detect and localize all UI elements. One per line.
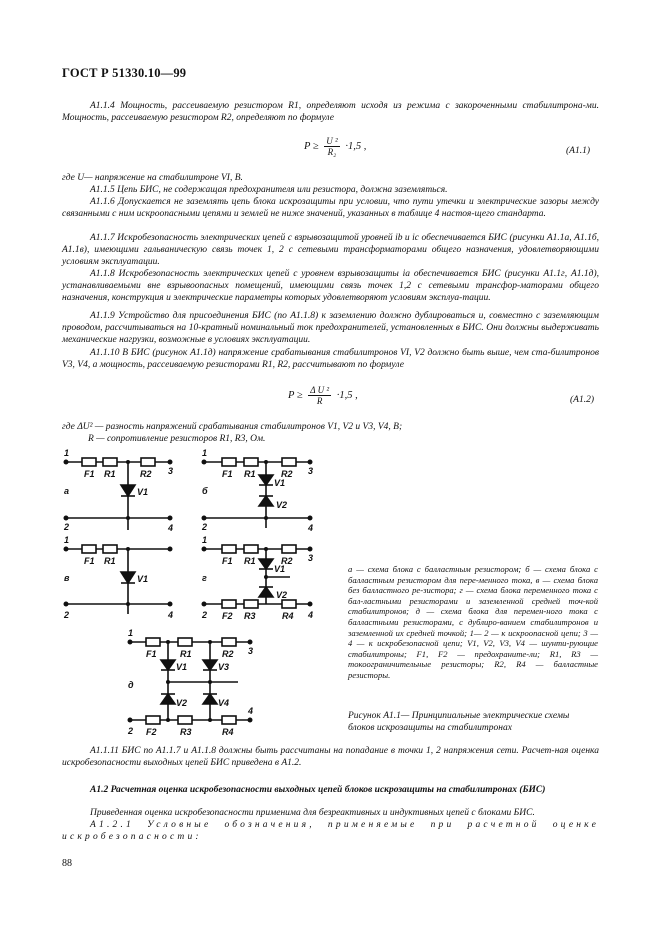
label-node-4: 4 xyxy=(168,523,174,533)
label-node-1: 1 xyxy=(64,448,70,458)
label-b: б xyxy=(202,486,208,496)
label-r3: R3 xyxy=(180,727,192,737)
formula-denominator: R₂ xyxy=(327,147,337,157)
formula-rhs: ·1,5 , xyxy=(336,389,358,401)
label-f1: F1 xyxy=(146,649,157,659)
label-node-3: 3 xyxy=(308,466,314,476)
label-node-3: 3 xyxy=(308,553,314,563)
label-g: г xyxy=(202,573,207,583)
paragraph-a1-2-1: А1.2.1 Условные обозначения, применяемые при расчетной оценке искробезопасности: xyxy=(62,820,599,843)
formula-denominator: R xyxy=(316,396,323,406)
label-v2: V2 xyxy=(276,500,288,510)
paragraph-a1-1-10: А1.1.10 В БИС (рисунок А1.1д) напряжение срабатывания стабилитронов VI, V2 должно быть выше, чем ста-билитронов V3, V4, а мощность, рассеиваемую резисторами R1, R2, рассчитывают по формуле xyxy=(62,348,599,371)
label-v1: V1 xyxy=(176,662,188,672)
label-node-2: 2 xyxy=(202,522,208,532)
label-node-4: 4 xyxy=(308,610,314,620)
label-v1: V1 xyxy=(274,564,286,574)
formula-lhs: P ≥ xyxy=(304,140,319,152)
label-node-4: 4 xyxy=(248,706,254,716)
formula-rhs: ·1,5 , xyxy=(345,140,367,152)
label-r1: R1 xyxy=(180,649,192,659)
label-node-1: 1 xyxy=(64,535,70,545)
label-r2: R2 xyxy=(140,469,152,479)
formula-numerator: U ² xyxy=(326,136,338,146)
paragraph-a1-1-8: А1.1.8 Искробезопасность электрических цепей с уровнем взрывозащиты ia обеспечивается БИС (рисунки А1.1г, А1.1д), устанавливаемыми вне взрывоопасных помещений, имеющими связь точек 1,2 с сетевыми трансфор-маторами общего назначения, конструкция и электрические параметры которых удовлетворяют условиям эксплуа-тации. xyxy=(62,269,599,304)
formula-number: (А1.2) xyxy=(570,395,595,405)
label-f1: F1 xyxy=(84,556,95,566)
label-r3: R3 xyxy=(244,611,256,621)
label-r1: R1 xyxy=(104,556,116,566)
paragraph-a1-1-9: А1.1.9 Устройство для присоединения БИС (по А1.1.8) к заземлению должно дублироваться и, совместно с заземляющим проводом, рассчитываться на 10-кратный номинальный ток предохранителей, установленных в БИС. Они должны выдерживать механические нагрузки, возможные в условиях эксплуатации. xyxy=(62,311,599,346)
circuit-v xyxy=(66,545,170,614)
paragraph-a1-1-6: А1.1.6 Допускается не заземлять цепь блока искрозащиты при условии, что пути утечки и электрические зазоры между связанными с ним искроопасными цепями и землей не ниже значений, указанных в таблице 4 настоя-щего стандарта. xyxy=(62,197,599,220)
label-node-2: 2 xyxy=(128,726,134,736)
label-v1: V1 xyxy=(137,574,149,584)
circuit-b xyxy=(204,458,310,528)
label-node-1: 1 xyxy=(202,448,208,458)
where-r: R — сопротивление резисторов R1, R3, Ом. xyxy=(88,434,266,444)
paragraph-a1-1-4: А1.1.4 Мощность, рассеиваемую резистором R1, определяют исходя из режима с закороченными стабилитрона-ми. Мощность, рассеиваемую резистором R2, определяют по формуле xyxy=(62,101,599,124)
label-f2: F2 xyxy=(146,727,157,737)
label-f2: F2 xyxy=(222,611,233,621)
label-v1: V1 xyxy=(274,478,286,488)
label-v1: V1 xyxy=(137,487,149,497)
label-r1: R1 xyxy=(244,556,256,566)
label-f1: F1 xyxy=(84,469,95,479)
circuit-a xyxy=(66,458,170,530)
label-node-2: 2 xyxy=(202,610,208,620)
label-f1: F1 xyxy=(222,469,233,479)
label-r4: R4 xyxy=(282,611,294,621)
page-number: 88 xyxy=(62,858,72,869)
paragraph-a1-1-5: А1.1.5 Цепь БИС, не содержащая предохранителя или резистора, должна заземляться. xyxy=(90,185,448,195)
label-v3: V3 xyxy=(218,662,230,672)
label-node-2: 2 xyxy=(64,610,70,620)
label-node-1: 1 xyxy=(128,628,134,638)
formula-lhs: P ≥ xyxy=(288,389,303,401)
figure-legend: а — схема блока с балластным резистором; б — схема блока с балластным резистором для пере-менного тока, в — схема блока без балластного ре-зистора; г — схема блока переменного тока с бал-ластными резисторами и заземленной средней точ-кой стабилитронов; д — схема блока для перемен-ного тока с балластными резисторами, с дублиро-ванием стабилитронов и заземленной их средней точкой; 1— 2 — к искроопасной цепи; 3 — 4 — к искробезопасной цепи; V1, V2, V3, V4 — шунти-рующие стабилитроны; F1, F2 — предохраните-ли; R1, R3 — токоограничительные резисторы; R2, R4 — балластные резисторы. xyxy=(348,564,598,680)
label-f1: F1 xyxy=(222,556,233,566)
formula-numerator: Δ U ² xyxy=(310,385,330,395)
label-r2: R2 xyxy=(281,556,293,566)
label-node-3: 3 xyxy=(248,646,254,656)
formula-number: (А1.1) xyxy=(566,146,591,156)
label-node-4: 4 xyxy=(168,610,174,620)
label-r4: R4 xyxy=(222,727,234,737)
label-d: д xyxy=(128,680,134,690)
figure-caption: Рисунок А1.1— Принципиальные электрические схемы блоков искрозащиты на стабилитронах xyxy=(348,711,570,733)
paragraph-intro: Приведенная оценка искробезопасности применима для безреактивных и индуктивных цепей с блоками БИС. xyxy=(90,808,535,818)
label-r2: R2 xyxy=(281,469,293,479)
label-v4: V4 xyxy=(218,698,230,708)
section-title: А1.2 Расчетная оценка искробезопасности выходных цепей блоков искрозащиты на стабилитронах (БИС) xyxy=(90,785,546,795)
paragraph-a1-1-7: А1.1.7 Искробезопасность электрических цепей с взрывозащитой уровней ib и ic обеспечивается БИС (рисунки А1.1а, А1.1б, А1.1в), имеющими гальваническую связь точек 1, 2 с сетевыми трансформаторами общего назначения, удовлетворяющими условиям эксплуатации. xyxy=(62,233,599,268)
label-node-4: 4 xyxy=(308,523,314,533)
label-node-1: 1 xyxy=(202,535,208,545)
label-r2: R2 xyxy=(222,649,234,659)
label-node-2: 2 xyxy=(64,522,70,532)
where-u: где U— напряжение на стабилитроне VI, В. xyxy=(62,173,243,183)
label-v: в xyxy=(64,573,70,583)
label-v2: V2 xyxy=(176,698,188,708)
label-node-3: 3 xyxy=(168,466,174,476)
circuit-g xyxy=(204,545,310,608)
paragraph-a1-1-11: А1.1.11 БИС по А1.1.7 и А1.1.8 должны быть рассчитаны на попадание в точки 1, 2 напряжения сети. Расчет-ная оценка искробезопасности выходных цепей БИС приведена в А1.2. xyxy=(62,746,599,769)
standard-header: ГОСТ Р 51330.10—99 xyxy=(62,66,187,80)
label-v2: V2 xyxy=(276,590,288,600)
label-a: а xyxy=(64,486,70,496)
label-r1: R1 xyxy=(244,469,256,479)
where-delta-u: где ΔU² — разность напряжений срабатывания стабилитронов V1, V2 и V3, V4, В; xyxy=(62,422,403,432)
label-r1: R1 xyxy=(104,469,116,479)
